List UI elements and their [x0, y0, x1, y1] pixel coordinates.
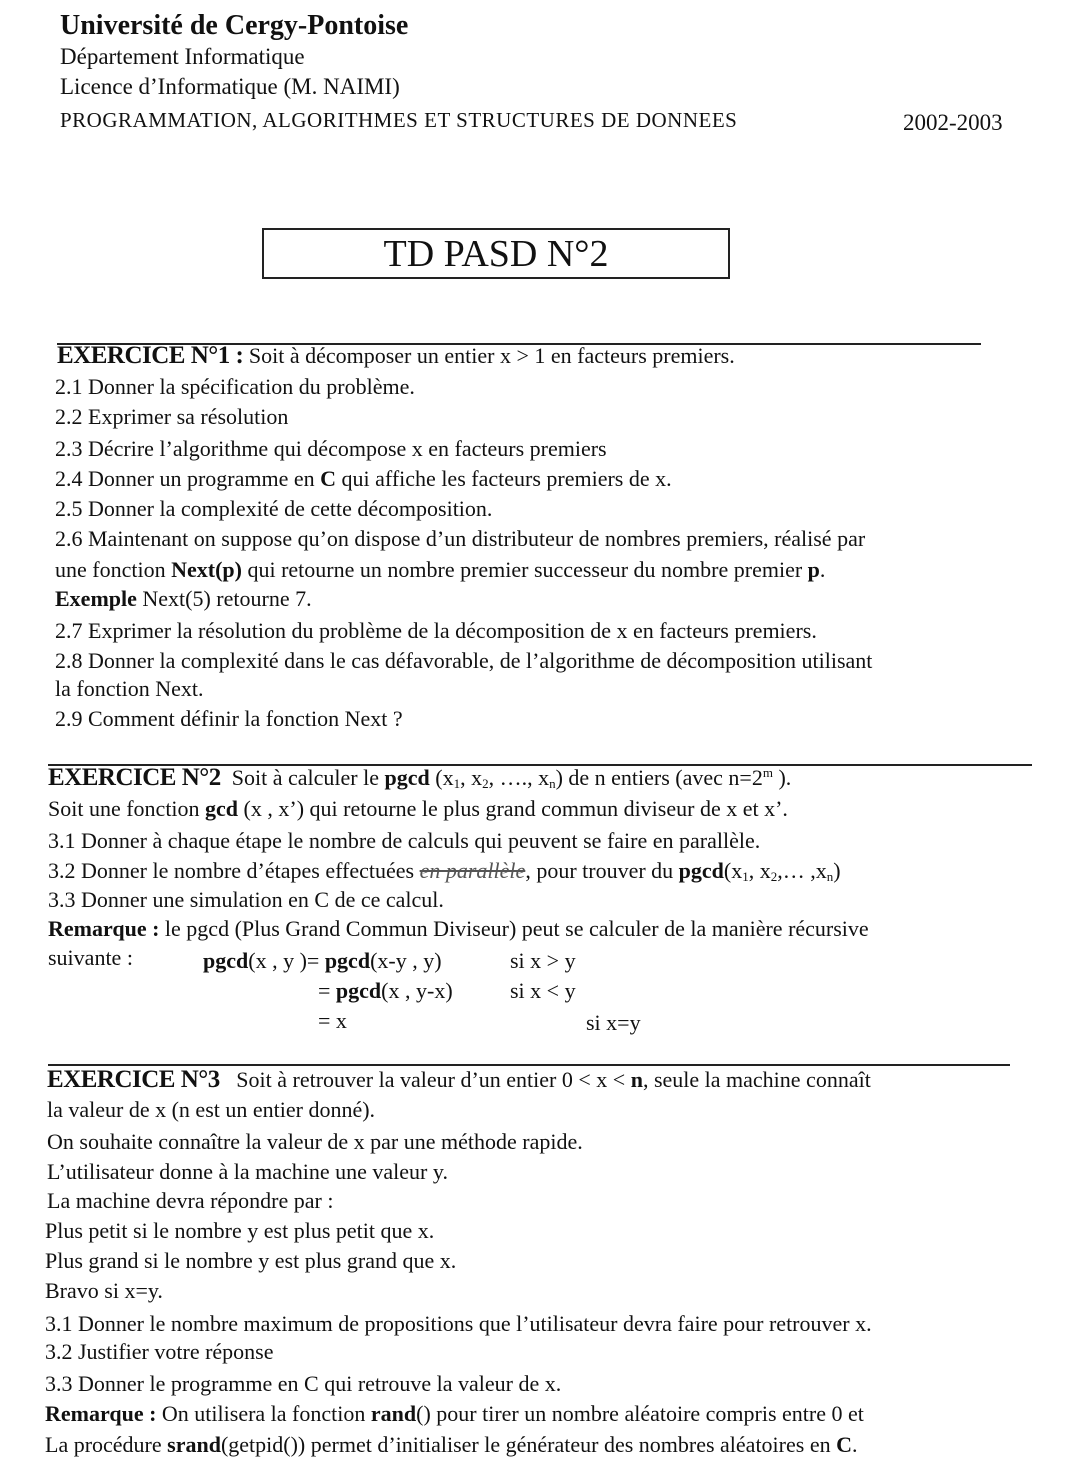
- ex2-formula-3: = x: [318, 1008, 347, 1033]
- ex3-l5: La machine devra répondre par :: [47, 1188, 334, 1213]
- department: Département Informatique: [60, 44, 305, 69]
- ex3-remark-b: () pour tirer un nombre aléatoire compris entre 0 et: [416, 1401, 864, 1426]
- ex2-q31: 3.1 Donner à chaque étape le nombre de calculs qui peuvent se faire en parallèle.: [48, 828, 761, 853]
- course-title: PROGRAMMATION, ALGORITHMES ET STRUCTURES DE DONNEES: [60, 108, 738, 132]
- ex2-q32-pgcd: pgcd: [678, 858, 724, 883]
- ex1-q28a: 2.8 Donner la complexité dans le cas défavorable, de l’algorithme de décomposition utilisant: [55, 648, 873, 673]
- ex3-srand-line: [45, 1430, 857, 1460]
- ex2-remark-label: Remarque :: [48, 916, 160, 941]
- ex2-intro-c: , x: [460, 765, 483, 790]
- ex3-l2: la valeur de x (n est un entier donné).: [47, 1097, 376, 1122]
- ex2-q32-sub2: 2: [770, 869, 778, 884]
- ex3-heading: EXERCICE N°3: [47, 1066, 220, 1093]
- td-title: TD PASD N°2: [262, 228, 730, 279]
- ex2-q33: 3.3 Donner une simulation en C de ce calcul.: [48, 887, 444, 912]
- ex3-l7: Plus grand si le nombre y est plus grand que x.: [45, 1248, 457, 1273]
- ex3-q33: 3.3 Donner le programme en C qui retrouve la valeur de x.: [45, 1371, 562, 1396]
- f2-pgcd: pgcd: [335, 978, 382, 1003]
- ex2-supm: m: [762, 765, 773, 780]
- ex1-q24-text-end: qui affiche les facteurs premiers de x.: [336, 466, 672, 491]
- ex1-heading-line: [57, 341, 735, 371]
- ex2-q32-c: (x: [723, 858, 743, 883]
- ex3-srand-b: (getpid()) permet d’initialiser le générateur des nombres aléatoires en: [220, 1432, 837, 1457]
- ex3-q31: 3.1 Donner le nombre maximum de propositions que l’utilisateur devra faire pour retrouver x.: [45, 1311, 872, 1336]
- ex2-gcd-text: Soit une fonction: [48, 796, 206, 821]
- ex2-intro-f: ).: [772, 765, 792, 790]
- ex1-q27: 2.7 Exprimer la résolution du problème de la décomposition de x en facteurs premiers.: [55, 618, 817, 643]
- ex1-q26b: [55, 555, 825, 585]
- ex3-l6: Plus petit si le nombre y est plus petit que x.: [45, 1218, 435, 1243]
- ex2-pgcd: pgcd: [384, 765, 430, 790]
- ex1-q28b: la fonction Next.: [55, 676, 204, 701]
- ex2-intro: Soit à calculer le: [231, 765, 385, 790]
- ex2-q32-text: 3.2 Donner le nombre d’étapes effectuées: [48, 858, 420, 883]
- ex1-q26b-end: .: [819, 557, 826, 582]
- ex3-heading-line: [47, 1065, 871, 1095]
- ex1-q29: 2.9 Comment définir la fonction Next ?: [55, 706, 403, 731]
- ex1-q23: 2.3 Décrire l’algorithme qui décompose x en facteurs premiers: [55, 436, 607, 461]
- ex1-q25: 2.5 Donner la complexité de cette décomposition.: [55, 496, 493, 521]
- ex1-example-label: Exemple: [55, 586, 137, 611]
- ex1-q21: 2.1 Donner la spécification du problème.: [55, 374, 415, 399]
- ex2-gcd-desc: (x , x’) qui retourne le plus grand commun diviseur de x et x’.: [238, 796, 788, 821]
- f1-b: (x-y , y): [370, 948, 442, 973]
- ex2-q32-subn: n: [826, 869, 834, 884]
- ex1-q22: 2.2 Exprimer sa résolution: [55, 404, 289, 429]
- ex3-q32: 3.2 Justifier votre réponse: [45, 1339, 274, 1364]
- ex3-srand-c: C: [836, 1432, 852, 1457]
- ex1-q26b-text: une fonction: [55, 557, 172, 582]
- ex2-formula-2: [318, 976, 453, 1006]
- ex2-gcd-line: [48, 794, 788, 824]
- ex2-intro-b: (x: [429, 765, 454, 790]
- ex2-sub1: 1: [453, 776, 461, 791]
- ex1-example-text: Next(5) retourne 7.: [136, 586, 312, 611]
- f2-b: (x , y-x): [381, 978, 453, 1003]
- ex3-rand: rand: [370, 1401, 417, 1426]
- ex2-formula-1: [203, 946, 442, 976]
- ex2-q32-sub1: 1: [742, 869, 749, 884]
- ex3-l4: L’utilisateur donne à la machine une valeur y.: [47, 1159, 448, 1184]
- ex1-q26b-text2: qui retourne un nombre premier successeur du nombre premier: [241, 557, 808, 582]
- ex1-intro: Soit à décomposer un entier x > 1 en facteurs premiers.: [248, 343, 735, 368]
- f1-a: (x , y )=: [248, 948, 325, 973]
- ex2-subn: n: [549, 776, 556, 791]
- ex1-q26a: 2.6 Maintenant on suppose qu’on dispose d’un distributeur de nombres premiers, réalisé par: [55, 526, 866, 551]
- ex2-q32-struck: en parallèle: [419, 858, 526, 883]
- ex1-heading: EXERCICE N°1 :: [57, 342, 244, 369]
- ex2-intro-e: ) de n entiers (avec n=2: [555, 765, 763, 790]
- ex2-q32-d: , x: [748, 858, 771, 883]
- ex3-remark-a: On utilisera la fonction: [156, 1401, 371, 1426]
- ex2-gcd-fn: gcd: [205, 796, 239, 821]
- ex2-q32-text2: , pour trouver du: [525, 858, 679, 883]
- ex2-cond-2: si x < y: [510, 978, 576, 1003]
- ex2-cond-3: si x=y: [586, 1010, 641, 1035]
- f1-pgcd2: pgcd: [324, 948, 371, 973]
- ex2-sub2: 2: [482, 776, 489, 791]
- ex3-intro-b: , seule la machine connaît: [642, 1067, 871, 1092]
- ex2-heading-line: [48, 763, 791, 793]
- ex1-p: p: [807, 557, 820, 582]
- ex1-example: [55, 584, 312, 614]
- ex2-q32-f: ): [833, 858, 841, 883]
- f2-a: =: [318, 978, 336, 1003]
- ex2-suivante: suivante :: [48, 945, 133, 970]
- ex2-remark: [48, 914, 869, 944]
- ex3-srand-d: .: [851, 1432, 858, 1457]
- ex2-q32: [48, 856, 841, 886]
- ex1-q24-lang: C: [320, 466, 337, 491]
- ex2-remark-text: le pgcd (Plus Grand Commun Diviseur) peut se calculer de la manière récursive: [159, 916, 869, 941]
- ex3-n: n: [630, 1067, 643, 1092]
- ex1-q24-text: 2.4 Donner un programme en: [55, 466, 321, 491]
- ex1-next-fn: Next(p): [171, 557, 242, 582]
- ex3-srand: srand: [167, 1432, 221, 1457]
- ex3-intro: Soit à retrouver la valeur d’un entier 0 < x <: [236, 1067, 631, 1092]
- ex3-remark-label: Remarque :: [45, 1401, 157, 1426]
- f1-pgcd: pgcd: [203, 948, 249, 973]
- ex3-srand-a: La procédure: [45, 1432, 168, 1457]
- ex3-remark: [45, 1399, 864, 1429]
- ex2-intro-d: , …., x: [488, 765, 550, 790]
- licence: Licence d’Informatique (M. NAIMI): [60, 74, 400, 99]
- academic-year: 2002-2003: [903, 110, 1003, 135]
- ex1-q24: [55, 464, 672, 494]
- university-name: Université de Cergy-Pontoise: [60, 10, 409, 41]
- ex3-l3: On souhaite connaître la valeur de x par une méthode rapide.: [47, 1129, 583, 1154]
- ex3-l8: Bravo si x=y.: [45, 1278, 163, 1303]
- ex2-q32-e: ,… ,x: [777, 858, 827, 883]
- ex2-cond-1: si x > y: [510, 948, 576, 973]
- ex2-heading: EXERCICE N°2: [48, 764, 221, 791]
